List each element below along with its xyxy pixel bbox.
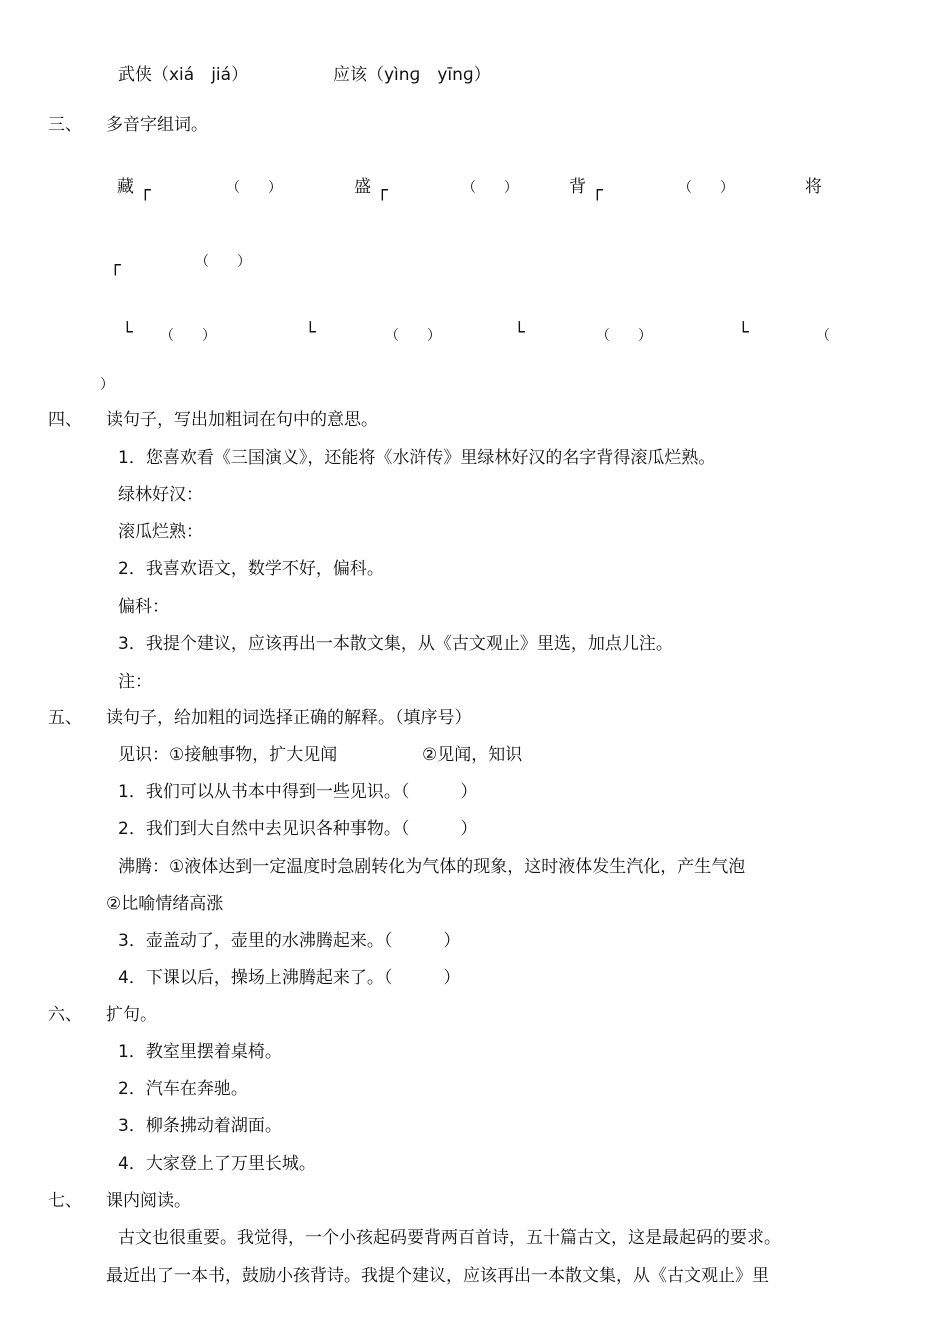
blank-cang-1[interactable]: （ ） xyxy=(226,180,282,196)
blank-bei-2[interactable]: （ ） xyxy=(596,328,652,344)
section-4-line-6: 3．我提个建议，应该再出一本散文集，从《古文观止》里选，加点儿注。 xyxy=(118,634,673,654)
section-4-line-7: 注： xyxy=(118,672,152,692)
section-4-line-1: 1．您喜欢看《三国演义》，还能将《水浒传》里绿林好汉的名字背得滚瓜烂熟。 xyxy=(118,448,716,468)
definition-jianshi-1: 见识：①接触事物，扩大见闻 xyxy=(118,745,338,765)
section-4-line-2: 绿林好汉： xyxy=(118,485,203,505)
section-5-title: 读句子，给加粗的词选择正确的解释。（填序号） xyxy=(106,708,472,728)
section-6-item-4: 4．大家登上了万里长城。 xyxy=(118,1154,316,1174)
polyphone-char-sheng: 盛 xyxy=(354,177,371,197)
pinyin-item-wuxia: 武侠（xiá jiá） xyxy=(118,65,249,85)
section-4-title: 读句子，写出加粗词在句中的意思。 xyxy=(106,410,378,430)
bracket-bottom-jiang: └ xyxy=(738,322,749,343)
section-5-number: 五、 xyxy=(48,708,82,728)
bracket-bottom-cang: └ xyxy=(122,322,133,343)
bracket-bottom-bei: └ xyxy=(514,322,525,343)
bracket-top-sheng: ┌ xyxy=(377,180,388,201)
section-4-line-4: 2．我喜欢语文，数学不好，偏科。 xyxy=(118,559,384,579)
section-5-question-1: 1．我们可以从书本中得到一些见识。（ ） xyxy=(118,782,478,802)
section-3-number: 三、 xyxy=(48,115,82,135)
blank-sheng-1[interactable]: （ ） xyxy=(462,180,518,196)
section-4-line-3: 滚瓜烂熟： xyxy=(118,522,203,542)
section-5-question-3: 3．壶盖动了，壶里的水沸腾起来。（ ） xyxy=(118,931,461,951)
definition-jianshi-2: ②见闻，知识 xyxy=(422,745,523,765)
section-5-question-2: 2．我们到大自然中去见识各种事物。（ ） xyxy=(118,819,478,839)
reading-passage-line-2: 最近出了一本书，鼓励小孩背诗。我提个建议，应该再出一本散文集，从《古文观止》里 xyxy=(106,1266,769,1286)
section-3-title: 多音字组词。 xyxy=(106,115,208,135)
polyphone-char-bei: 背 xyxy=(569,177,586,197)
polyphone-char-cang: 藏 xyxy=(117,177,134,197)
definition-feiteng-line-1: 沸腾：①液体达到一定温度时急剧转化为气体的现象，这时液体发生汽化，产生气泡 xyxy=(118,857,746,877)
section-6-title: 扩句。 xyxy=(106,1005,157,1025)
blank-jiang-1[interactable]: （ ） xyxy=(195,254,251,270)
definition-feiteng-line-2: ②比喻情绪高涨 xyxy=(106,894,224,914)
section-5-question-4: 4．下课以后，操场上沸腾起来了。（ ） xyxy=(118,968,461,988)
bracket-top-cang: ┌ xyxy=(140,180,151,201)
blank-bei-1[interactable]: （ ） xyxy=(678,180,734,196)
section-6-item-1: 1．教室里摆着桌椅。 xyxy=(118,1042,282,1062)
blank-jiang-2-open[interactable]: （ xyxy=(816,328,830,344)
blank-jiang-2-close[interactable]: ） xyxy=(100,377,114,393)
bracket-top-bei: ┌ xyxy=(592,180,603,201)
section-6-number: 六、 xyxy=(48,1005,82,1025)
pinyin-item-yinggai: 应该（yìnɡ yīnɡ） xyxy=(333,65,491,85)
reading-passage-line-1: 古文也很重要。我觉得，一个小孩起码要背两百首诗，五十篇古文，这是最起码的要求。 xyxy=(118,1228,781,1248)
section-7-number: 七、 xyxy=(48,1191,82,1211)
section-6-item-2: 2．汽车在奔驰。 xyxy=(118,1079,248,1099)
polyphone-char-jiang: 将 xyxy=(805,177,822,197)
section-4-number: 四、 xyxy=(48,410,82,430)
section-6-item-3: 3．柳条拂动着湖面。 xyxy=(118,1116,282,1136)
section-7-title: 课内阅读。 xyxy=(106,1191,191,1211)
bracket-bottom-sheng: └ xyxy=(305,322,316,343)
bracket-top-jiang: ┌ xyxy=(110,255,121,276)
blank-cang-2[interactable]: （ ） xyxy=(160,328,216,344)
blank-sheng-2[interactable]: （ ） xyxy=(385,328,441,344)
section-4-line-5: 偏科： xyxy=(118,597,169,617)
